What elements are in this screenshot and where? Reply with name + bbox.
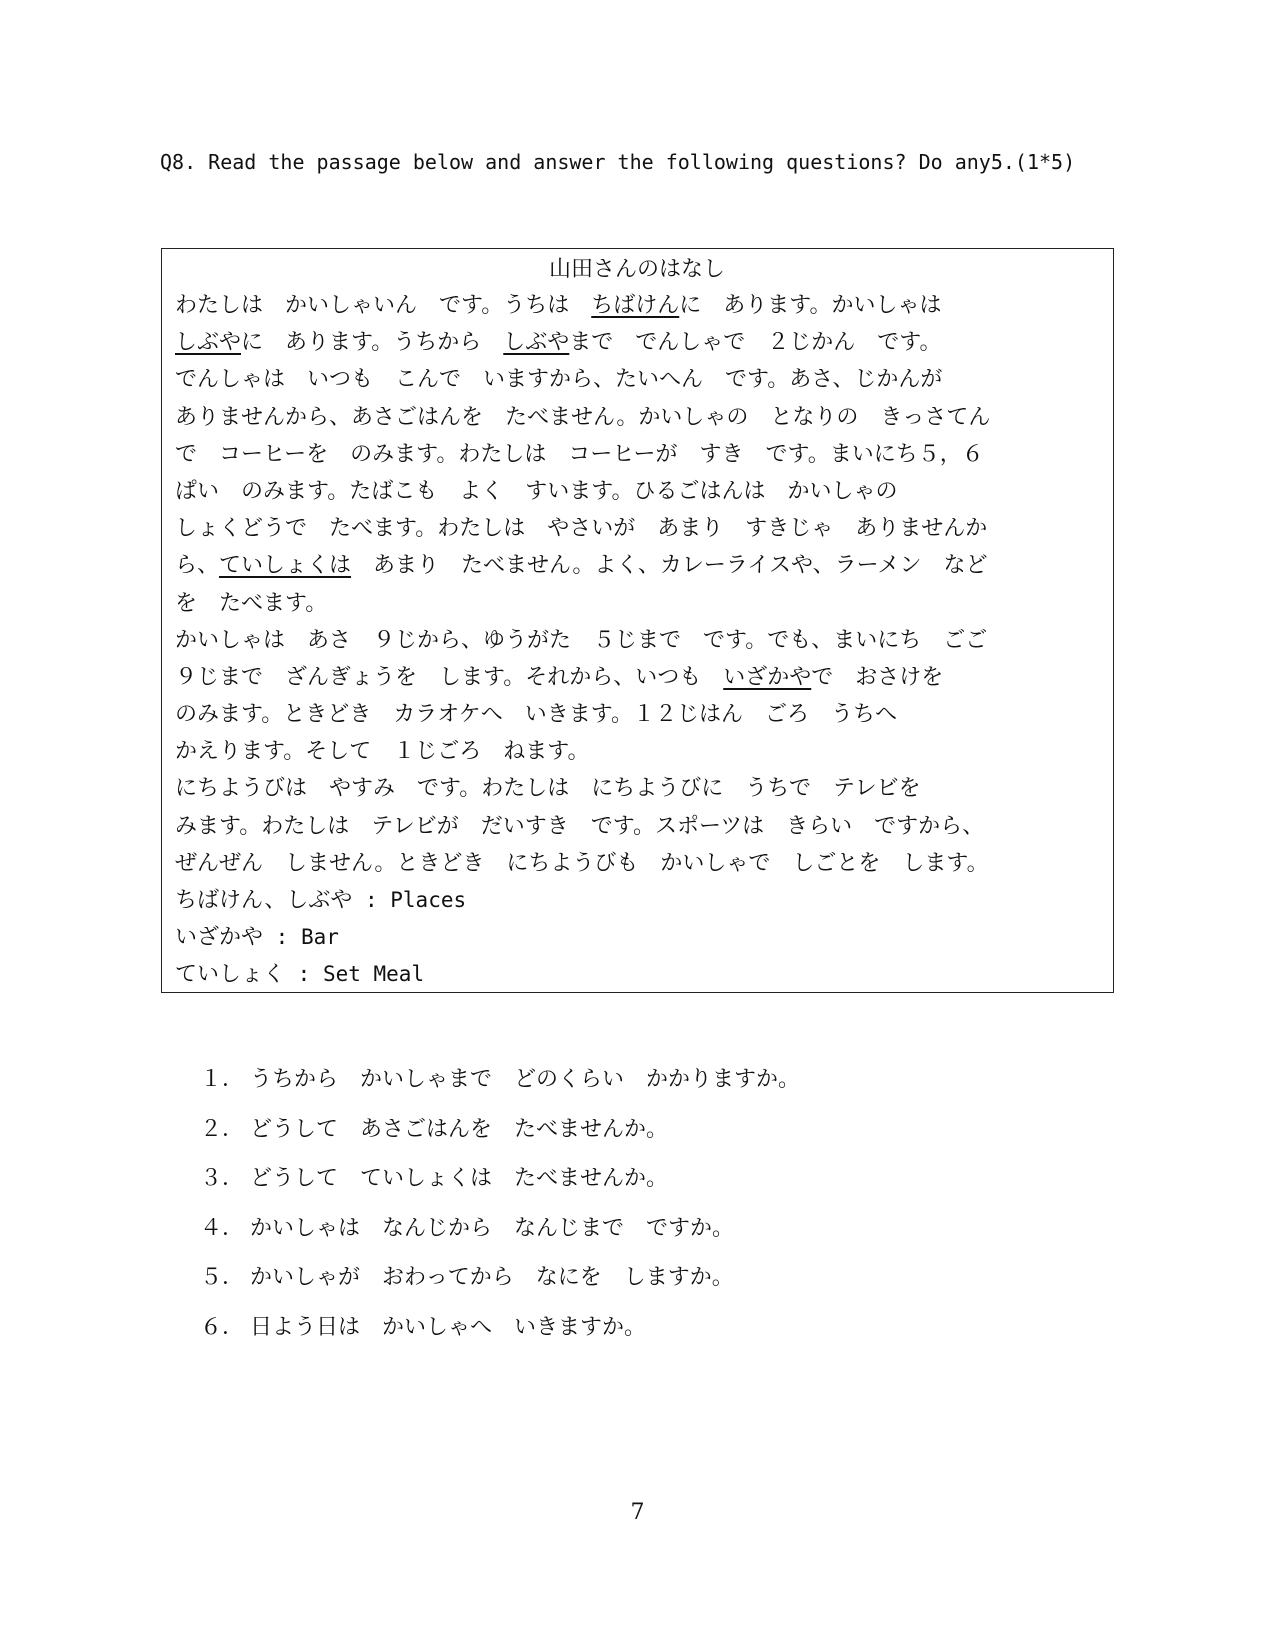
passage-body <box>175 287 1099 882</box>
glossary <box>175 882 1099 994</box>
passage-line <box>175 733 1099 770</box>
question-number: ６． <box>200 1314 245 1340</box>
question-text: かいしゃが おわってから なにを しますか。 <box>250 1265 734 1290</box>
passage-text: かえります。そして １じごろ ねます。 <box>175 739 590 765</box>
passage-box <box>161 248 1114 993</box>
question-item <box>200 1260 1100 1310</box>
passage-text: にちようびは やすみ です。わたしは にちようびに うちで テレビを <box>175 776 921 802</box>
glossary-entry <box>175 956 1099 993</box>
question-header: Q8. Read the passage below and answer the following questions? Do any5.(1*5) <box>160 150 1076 174</box>
passage-line <box>175 622 1099 659</box>
question-number: ２． <box>200 1116 245 1142</box>
passage-text: ９じまで ざんぎょうを します。それから、いつも <box>175 664 724 690</box>
glossary-sep: : <box>285 962 323 987</box>
glossary-entry <box>175 919 1099 956</box>
passage-text: ぱい のみます。たばこも よく すいます。ひるごはんは かいしゃの <box>175 478 898 504</box>
underlined-term: しぶや <box>175 330 242 356</box>
question-item <box>200 1112 1100 1162</box>
passage-line <box>175 510 1099 547</box>
passage-text: のみます。ときどき カラオケへ いきます。１２じはん ごろ うちへ <box>175 702 898 728</box>
question-number: ４． <box>200 1215 245 1241</box>
glossary-meaning: Bar <box>300 925 339 950</box>
passage-line <box>175 473 1099 510</box>
passage-text: で コーヒーを のみます。わたしは コーヒーが すき です。まいにち５，６ <box>175 441 984 467</box>
question-item <box>200 1310 1100 1360</box>
passage-line <box>175 585 1099 622</box>
glossary-term: ていしょく <box>175 962 286 988</box>
passage-title: 山田さんのはなし <box>548 257 725 282</box>
passage-line <box>175 696 1099 733</box>
question-item <box>200 1062 1100 1112</box>
passage-line <box>175 324 1099 361</box>
glossary-meaning: Set Meal <box>322 962 425 987</box>
passage-text: あまり たべません。よく、カレーライスや、ラーメン など <box>351 553 988 579</box>
passage-text: ありませんから、あさごはんを たべません。かいしゃの となりの きっさてん <box>175 404 991 430</box>
question-number: ５． <box>200 1265 245 1290</box>
question-text: かいしゃは なんじから なんじまで ですか。 <box>250 1215 735 1241</box>
passage-line <box>175 399 1099 436</box>
glossary-entry <box>175 882 1099 919</box>
glossary-meaning: Places <box>390 888 467 912</box>
passage-line <box>175 770 1099 807</box>
glossary-sep: : <box>263 925 301 950</box>
passage-text: わたしは かいしゃいん です。うちは <box>175 293 592 318</box>
passage-text: ら、 <box>175 553 220 579</box>
question-item <box>200 1161 1100 1211</box>
passage-text: でんしゃは いつも こんで いますから、たいへん です。あさ、じかんが <box>175 367 943 393</box>
passage-line <box>175 659 1099 696</box>
passage-line <box>175 361 1099 398</box>
passage-line <box>175 436 1099 473</box>
question-text: うちから かいしゃまで どのくらい かかりますか。 <box>250 1067 801 1092</box>
passage-line <box>175 287 1099 324</box>
passage-text: で おさけを <box>811 664 944 690</box>
question-number: ３． <box>200 1166 245 1191</box>
passage-line <box>175 547 1099 584</box>
passage-line <box>175 808 1099 845</box>
question-item <box>200 1211 1100 1261</box>
passage-text: かいしゃは あさ ９じから、ゆうがた ５じまで です。でも、まいにち ごご <box>175 627 988 653</box>
page-number: 7 <box>630 1500 645 1525</box>
underlined-term: いざかや <box>723 664 812 690</box>
question-number: １． <box>200 1067 245 1092</box>
passage-text: に あります。うちから <box>241 330 504 356</box>
underlined-term: しぶや <box>503 330 570 356</box>
passage-line <box>175 845 1099 882</box>
underlined-term: ていしょくは <box>219 553 352 579</box>
question-text: 日よう日は かいしゃへ いきますか。 <box>250 1314 647 1340</box>
passage-text: まで でんしゃで ２じかん です。 <box>569 330 942 356</box>
glossary-sep: : <box>352 888 391 912</box>
passage-text: を たべます。 <box>175 590 328 616</box>
passage-text: に あります。かいしゃは <box>679 293 942 318</box>
question-list <box>200 1062 1100 1359</box>
question-text: どうして あさごはんを たべませんか。 <box>250 1116 669 1142</box>
question-text: どうして ていしょくは たべませんか。 <box>250 1166 669 1191</box>
glossary-term: いざかや <box>175 925 264 951</box>
passage-text: しょくどうで たべます。わたしは やさいが あまり すきじゃ ありませんか <box>175 516 988 542</box>
passage-text: みます。わたしは テレビが だいすき です。スポーツは きらい ですから、 <box>175 813 985 839</box>
underlined-term: ちばけん <box>591 293 680 318</box>
glossary-term: ちばけん、しぶや <box>175 888 353 913</box>
passage-text: ぜんぜん しません。ときどき にちようびも かいしゃで しごとを します。 <box>175 850 989 876</box>
